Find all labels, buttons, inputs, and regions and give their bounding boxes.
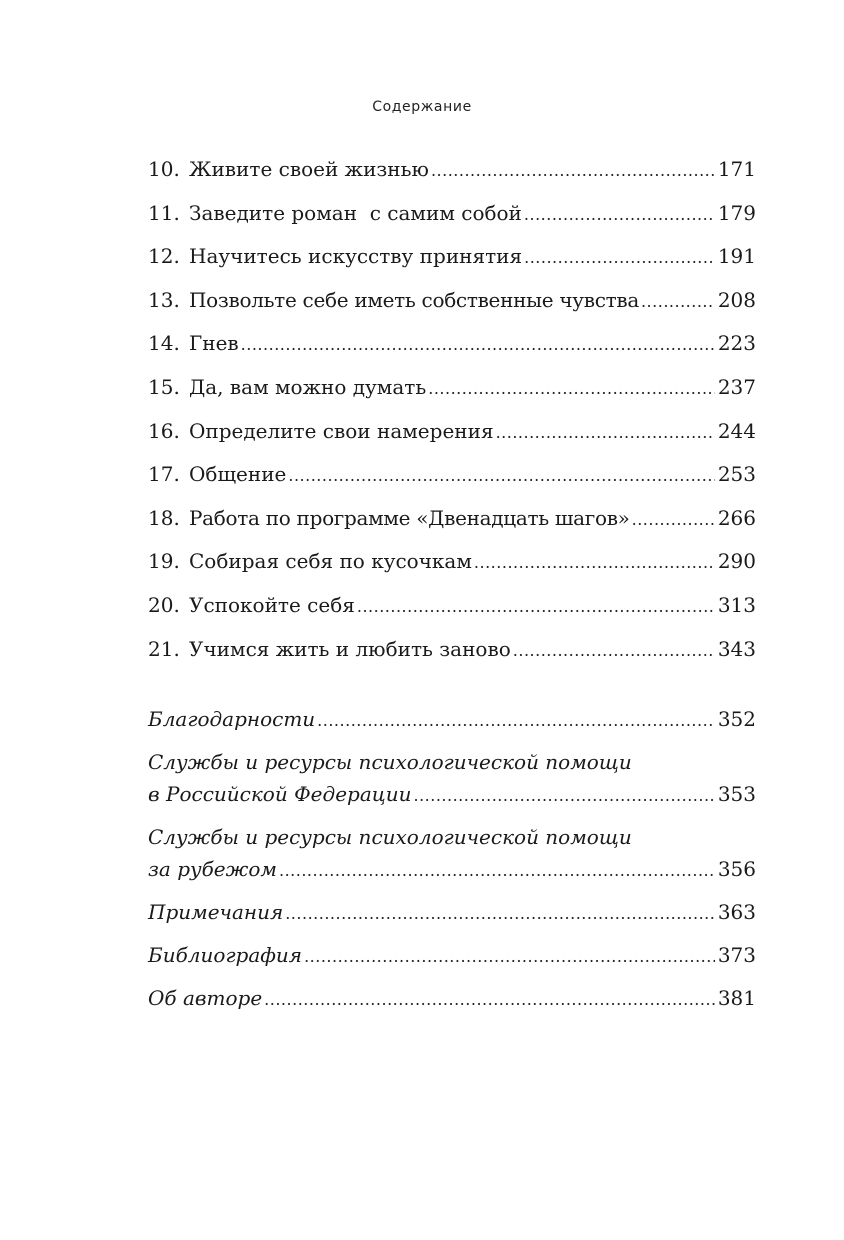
toc-chapters	[148, 156, 756, 679]
entry-title: Благодарности	[148, 707, 316, 731]
page-number: 290	[717, 549, 756, 574]
chapter-title: Работа по программе «Двенадцать шагов»	[189, 505, 630, 530]
chapter-title: Заведите роман с самим собой	[189, 200, 522, 225]
page-number: 313	[717, 592, 756, 617]
toc-entry-notes[interactable]	[148, 899, 756, 926]
chapter-title: Общение	[189, 462, 287, 487]
toc-entry-21[interactable]	[148, 636, 756, 680]
page-number: 223	[717, 331, 756, 356]
toc-entry-13[interactable]	[148, 287, 756, 331]
chapter-title: Живите своей жизнью	[189, 157, 429, 181]
toc-entry-15[interactable]	[148, 374, 756, 418]
dot-leader	[632, 507, 715, 533]
running-head: Содержание	[372, 99, 472, 115]
page-number: 353	[717, 782, 756, 806]
chapter-title: Учимся жить и любить заново	[189, 636, 511, 661]
entry-title-line2: в Российской Федерации	[148, 782, 412, 806]
dot-leader	[431, 158, 715, 184]
toc-entry-services-abroad[interactable]	[148, 824, 756, 883]
chapter-number: 13.	[148, 287, 180, 312]
page-number: 352	[717, 707, 756, 731]
dot-leader	[357, 594, 715, 620]
entry-title: Библиография	[148, 943, 303, 967]
page-number: 343	[717, 636, 756, 661]
entry-title: Об авторе	[148, 986, 263, 1010]
dot-leader	[524, 202, 715, 228]
chapter-title: Гнев	[189, 331, 239, 356]
page-number: 373	[717, 943, 756, 967]
toc-back-matter	[148, 706, 756, 1028]
page-number: 171	[717, 157, 756, 181]
chapter-number: 10.	[148, 157, 180, 181]
dot-leader	[264, 987, 715, 1013]
toc-entry-16[interactable]	[148, 418, 756, 462]
dot-leader	[524, 245, 715, 271]
toc-entry-bibliography[interactable]	[148, 942, 756, 969]
entry-title: Примечания	[148, 900, 284, 924]
chapter-title: Успокойте себя	[189, 592, 355, 617]
page-number: 191	[717, 244, 756, 269]
dot-leader	[428, 376, 715, 402]
toc-entry-about-author[interactable]	[148, 985, 756, 1012]
toc-entry-19[interactable]	[148, 548, 756, 592]
page-number: 244	[717, 418, 756, 443]
chapter-title: Позвольте себе иметь собственные чувства	[189, 287, 639, 312]
chapter-number: 15.	[148, 374, 180, 399]
page-number: 363	[717, 900, 756, 924]
toc-entry-11[interactable]	[148, 200, 756, 244]
chapter-number: 14.	[148, 331, 180, 356]
dot-leader	[279, 858, 715, 884]
page-number: 253	[717, 462, 756, 487]
entry-title-line1: Службы и ресурсы психологической помощи	[148, 825, 632, 849]
dot-leader	[288, 463, 714, 489]
dot-leader	[496, 420, 715, 446]
toc-entry-20[interactable]	[148, 592, 756, 636]
page-number: 179	[717, 200, 756, 225]
toc-entry-14[interactable]	[148, 330, 756, 374]
chapter-title: Научитесь искусству принятия	[189, 244, 523, 269]
page-number: 208	[717, 287, 756, 312]
toc-entry-12[interactable]	[148, 243, 756, 287]
toc-entry-10[interactable]	[148, 156, 756, 200]
entry-title-line2: за рубежом	[148, 857, 277, 881]
page-number: 266	[717, 505, 756, 530]
chapter-title: Определите свои намерения	[189, 418, 494, 443]
chapter-number: 18.	[148, 505, 180, 530]
chapter-number: 20.	[148, 592, 180, 617]
chapter-number: 21.	[148, 636, 180, 661]
chapter-number: 11.	[148, 200, 180, 225]
dot-leader	[513, 638, 715, 664]
dot-leader	[474, 550, 715, 576]
dot-leader	[304, 944, 715, 970]
toc-entry-acknowledgements[interactable]	[148, 706, 756, 733]
toc-entry-17[interactable]	[148, 461, 756, 505]
chapter-number: 17.	[148, 462, 180, 487]
entry-title-line1: Службы и ресурсы психологической помощи	[148, 750, 632, 774]
dot-leader	[413, 783, 714, 809]
chapter-title: Да, вам можно думать	[189, 374, 427, 399]
dot-leader	[285, 901, 715, 927]
dot-leader	[641, 289, 715, 315]
dot-leader	[317, 708, 715, 734]
toc-entry-18[interactable]	[148, 505, 756, 549]
page-number: 356	[717, 857, 756, 881]
toc-entry-services-russia[interactable]	[148, 749, 756, 808]
chapter-number: 16.	[148, 418, 180, 443]
page-number: 237	[717, 374, 756, 399]
dot-leader	[241, 332, 715, 358]
page-number: 381	[717, 986, 756, 1010]
chapter-number: 19.	[148, 549, 180, 574]
chapter-number: 12.	[148, 244, 180, 269]
chapter-title: Собирая себя по кусочкам	[189, 549, 472, 574]
